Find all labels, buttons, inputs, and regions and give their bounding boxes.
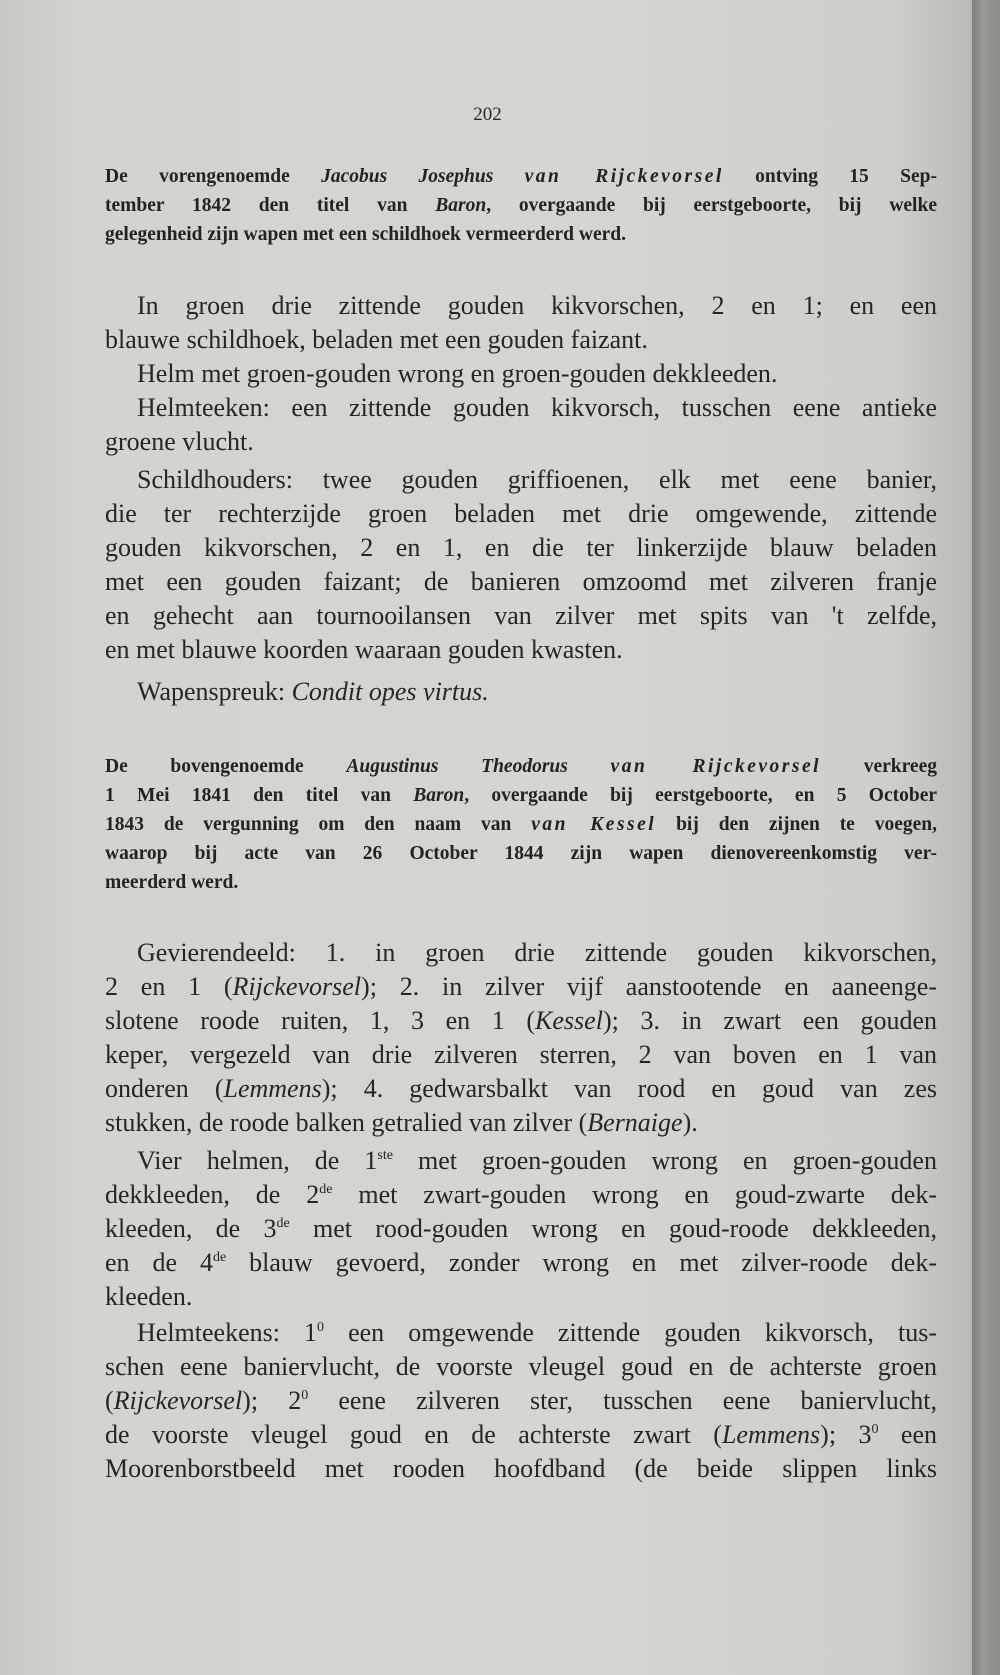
text-line: (Rijckevorsel); $2^0$ eene zilveren ster, tusschen eene baniervlucht, [105, 1386, 937, 1415]
text-line: De bovengenoemde Augustinus Theodorus van Rijckevorsel verkreeg [105, 756, 937, 777]
text-line: dekkleeden, de 2de met zwart-gouden wrong en goud-zwarte dek- [105, 1180, 937, 1209]
text-line: Wapenspreuk: Condit opes virtus. [137, 677, 489, 706]
text-line: en met blauwe koorden waaraan gouden kwasten. [105, 635, 623, 664]
text-line: schen eene baniervlucht, de voorste vleugel goud en de achterste groen [105, 1352, 937, 1381]
text-line: met een gouden faizant; de banieren omzoomd met zilveren franje [105, 567, 937, 596]
text-line: 2 en 1 (Rijckevorsel); 2. in zilver vijf aanstootende en aaneenge- [105, 972, 937, 1001]
paragraph-schildhouders [105, 463, 937, 667]
paragraph-augustinus-baron [105, 752, 937, 897]
text-line: Helm met groen-gouden wrong en groen-gouden dekkleeden. [137, 359, 778, 388]
text-line: onderen (Lemmens); 4. gedwarsbalkt van rood en goud van zes [105, 1074, 937, 1103]
paragraph-gevierendeeld [105, 936, 937, 1140]
text-line: stukken, de roode balken getralied van zilver (Bernaige). [105, 1108, 698, 1137]
paragraph-jacobus-baron [105, 162, 937, 249]
text-line: gelegenheid zijn wapen met een schildhoek vermeerderd werd. [105, 224, 626, 245]
text-line: blauwe schildhoek, beladen met een gouden faizant. [105, 325, 648, 354]
page-edge-shadow [972, 0, 1000, 1675]
text-line: De vorengenoemde Jacobus Josephus van Rijckevorsel ontving 15 Sep- [105, 166, 937, 187]
text-line: tember 1842 den titel van Baron, overgaande bij eerstgeboorte, bij welke [105, 195, 937, 216]
text-line: Vier helmen, de 1ste met groen-gouden wrong en groen-gouden [137, 1146, 937, 1175]
page-number: 202 [473, 104, 502, 125]
text-line: Gevierendeeld: 1. in groen drie zittende gouden kikvorschen, [137, 938, 937, 967]
paragraph-vier-helmen [105, 1144, 937, 1314]
text-line: meerderd werd. [105, 872, 239, 893]
text-line: kleeden, de 3de met rood-gouden wrong en goud-roode dekkleeden, [105, 1214, 937, 1243]
text-line: 1843 de vergunning om den naam van van Kessel bij den zijnen te voegen, [105, 814, 937, 835]
text-line: de voorste vleugel goud en de achterste zwart (Lemmens); $3^0$ een [105, 1420, 937, 1449]
text-line: 1 Mei 1841 den titel van Baron, overgaande bij eerstgeboorte, en 5 October [105, 785, 937, 806]
text-line: Helmteekens: $1^0$ een omgewende zittende gouden kikvorsch, tus- [137, 1318, 938, 1347]
text-line: Schildhouders: twee gouden griffioenen, elk met eene banier, [137, 465, 937, 494]
text-line: groene vlucht. [105, 427, 254, 456]
text-line: die ter rechterzijde groen beladen met drie omgewende, zittende [105, 499, 937, 528]
paragraph-wapenspreuk [105, 675, 937, 709]
text-line: gouden kikvorschen, 2 en 1, en die ter linkerzijde blauw beladen [105, 533, 937, 562]
paragraph-helmteeken [105, 391, 937, 459]
text-line: waarop bij acte van 26 October 1844 zijn wapen dienovereenkomstig ver- [105, 843, 937, 864]
text-line: In groen drie zittende gouden kikvorschen, 2 en 1; en een [137, 291, 937, 320]
text-line: kleeden. [105, 1282, 193, 1311]
paragraph-arms-description [105, 289, 937, 357]
text-line: slotene roode ruiten, 1, 3 en 1 (Kessel); 3. in zwart een gouden [105, 1006, 938, 1035]
paragraph-helm [105, 357, 937, 391]
text-line: Helmteeken: een zittende gouden kikvorsch, tusschen eene antieke [137, 393, 937, 422]
text-line: keper, vergezeld van drie zilveren sterren, 2 van boven en 1 van [105, 1040, 937, 1069]
text-line: en de 4de blauw gevoerd, zonder wrong en met zilver-roode dek- [105, 1248, 937, 1277]
text-line: Moorenborstbeeld met rooden hoofdband (de beide slippen links [105, 1454, 937, 1483]
text-line: en gehecht aan tournooilansen van zilver met spits van 't zelfde, [105, 601, 937, 630]
paragraph-helmteekens [105, 1316, 937, 1486]
